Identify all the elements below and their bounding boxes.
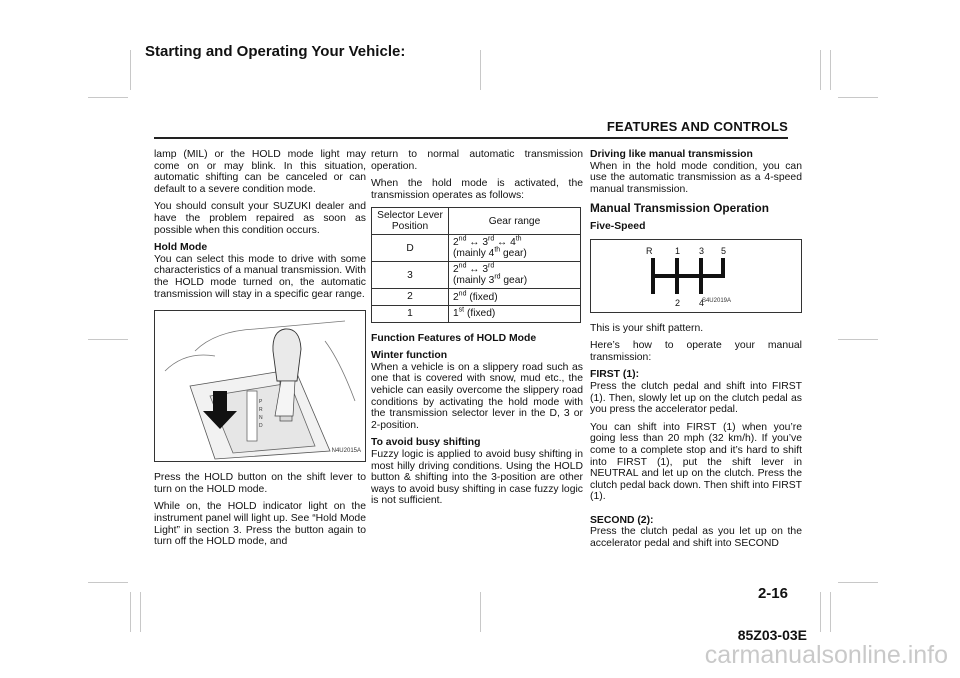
- busy-shift-section: [371, 437, 583, 507]
- features-section: [371, 333, 583, 345]
- shift-pattern-diagram: [591, 240, 801, 312]
- paragraph: Press the HOLD button on the shift lever to turn on the HOLD mode.: [154, 472, 366, 495]
- first-gear-body: Press the clutch pedal and shift into FIRST (1). Then, slowly let up on the clutch pedal as you press the accelerator pedal.: [590, 380, 802, 416]
- svg-text:D: D: [259, 423, 263, 430]
- crop-mark: [838, 582, 878, 583]
- crop-mark: [480, 50, 481, 90]
- paragraph: While on, the HOLD indicator light on the instrument panel will light up. See “Hold Mode Light” in section 3. Press the button again to turn off the HOLD mode, and: [154, 501, 366, 548]
- paragraph: When the hold mode is activated, the transmission operates as follows:: [371, 178, 583, 201]
- watermark: carmanualsonline.info: [704, 641, 948, 669]
- busy-shift-heading: To avoid busy shifting: [371, 437, 481, 449]
- paragraph: You can shift into FIRST (1) when you’re going less than 20 mph (32 km/h). If you’ve come to a complete stop and it’s hard to shift into FIRST (1), put the shift lever in NEUTRAL and let up on the clutch. Press the clutch pedal back down. Then shift into FIRST (1).: [590, 421, 802, 503]
- features-heading: Function Features of HOLD Mode: [371, 332, 537, 344]
- gear-label-2: 2: [675, 297, 681, 308]
- hold-mode-body: You can select this mode to drive with some characteristics of a manual transmission. With the HOLD mode turned on, the automatic transmission will stay in a specific gear range.: [154, 253, 366, 300]
- table-cell-gear-range: 2nd ↔ 3rd ↔ 4th (mainly 4th gear): [449, 235, 581, 262]
- gear-label-3: 3: [699, 245, 705, 256]
- second-gear-heading: SECOND (2):: [590, 514, 654, 526]
- table-cell-position: 3: [372, 262, 449, 289]
- second-gear-body: Press the clutch pedal as you let up on the accelerator pedal and shift into SECOND: [590, 526, 802, 550]
- gear-label-4: 4: [699, 297, 705, 308]
- gear-label-5: 5: [721, 245, 727, 256]
- gear-label-1: 1: [675, 245, 681, 256]
- table-cell-position: D: [372, 235, 449, 262]
- crop-mark: [830, 592, 831, 632]
- column-1: [154, 149, 366, 554]
- crop-mark: [130, 50, 131, 90]
- table-header-gear-range: Gear range: [449, 208, 581, 235]
- figure-code: S4U2019A: [701, 297, 731, 304]
- paragraph: This is your shift pattern.: [590, 322, 704, 334]
- shift-pattern-figure: [590, 239, 802, 313]
- table-cell-position: 1: [372, 305, 449, 322]
- table-cell-position: 2: [372, 289, 449, 306]
- busy-shift-body: Fuzzy logic is applied to avoid busy shifting in most hilly driving conditions. Using the HOLD button & shifting into the 3-position are other ways to avoid busy shifting in case fuzzy logic is not sufficient.: [371, 448, 583, 507]
- table-row: [372, 305, 581, 322]
- table-header-row: [372, 208, 581, 235]
- hold-mode-heading: Hold Mode: [154, 242, 208, 254]
- fixed-label: (fixed): [466, 308, 496, 320]
- five-speed-heading: Five-Speed: [590, 220, 646, 232]
- first-gear-section: [590, 369, 802, 415]
- figure-code: N4U2015A: [331, 447, 361, 454]
- manual-drive-body: When in the hold mode condition, you can use the automatic transmission as a 4-speed manual transmission.: [590, 160, 802, 195]
- shift-lever-illustration: [155, 311, 365, 461]
- paragraph: return to normal automatic transmission operation.: [371, 149, 583, 172]
- table-row: [372, 289, 581, 306]
- gear-label-r: R: [646, 245, 653, 256]
- crop-mark: [480, 592, 481, 632]
- table-row: [372, 235, 581, 262]
- second-gear-section: [590, 515, 802, 550]
- crop-mark: [88, 97, 128, 98]
- winter-body: When a vehicle is on a slippery road such as one that is covered with snow, mud etc., the vehicle can easily overcome the slippery road conditions by activating the hold mode with the transmission selector lever in the D, 3 or 2-position.: [371, 361, 583, 431]
- winter-section: [371, 350, 583, 431]
- crop-mark: [820, 50, 821, 90]
- document-code: 85Z03-03E: [737, 627, 807, 643]
- crop-mark: [820, 592, 821, 632]
- column-2: [371, 149, 583, 513]
- table-cell-gear-range: 2nd (fixed): [449, 289, 581, 306]
- section-title: FEATURES AND CONTROLS: [606, 119, 788, 134]
- column-3: [590, 149, 802, 556]
- paragraph: Here’s how to operate your manual transmission:: [590, 340, 802, 363]
- hold-mode-section: [154, 242, 366, 300]
- crop-mark: [88, 339, 128, 340]
- chapter-title: Starting and Operating Your Vehicle:: [145, 43, 406, 60]
- paragraph: lamp (MIL) or the HOLD mode light may come on or may blink. In this situation, automatic shifting can be canceled or can default to a severe condition mode.: [154, 149, 366, 195]
- first-gear-heading: FIRST (1):: [590, 369, 640, 381]
- table-header-position: Selector Lever Position: [372, 208, 449, 235]
- crop-mark: [88, 582, 128, 583]
- svg-text:R: R: [259, 407, 263, 414]
- svg-text:P: P: [259, 399, 263, 406]
- svg-text:N: N: [259, 415, 263, 422]
- winter-heading: Winter function: [371, 350, 448, 362]
- manual-drive-heading: Driving like manual transmission: [590, 149, 753, 160]
- paragraph: You should consult your SUZUKI dealer and have the problem repaired as soon as possible when this condition occurs.: [154, 201, 366, 236]
- fixed-label: (fixed): [469, 291, 498, 303]
- manual-drive-section: [590, 149, 802, 195]
- header-rule: [154, 137, 788, 139]
- crop-mark: [140, 592, 141, 632]
- crop-mark: [838, 339, 878, 340]
- table-row: [372, 262, 581, 289]
- gear-range-table: [371, 207, 581, 322]
- table-cell-gear-range: 2nd ↔ 3rd (mainly 3rd gear): [449, 262, 581, 289]
- page-number: 2-16: [757, 585, 788, 602]
- table-cell-gear-range: 1st (fixed): [449, 305, 581, 322]
- crop-mark: [130, 592, 131, 632]
- crop-mark: [838, 97, 878, 98]
- crop-mark: [830, 50, 831, 90]
- shift-lever-figure: [154, 310, 366, 462]
- manual-transmission-heading: Manual Transmission Operation: [590, 201, 769, 216]
